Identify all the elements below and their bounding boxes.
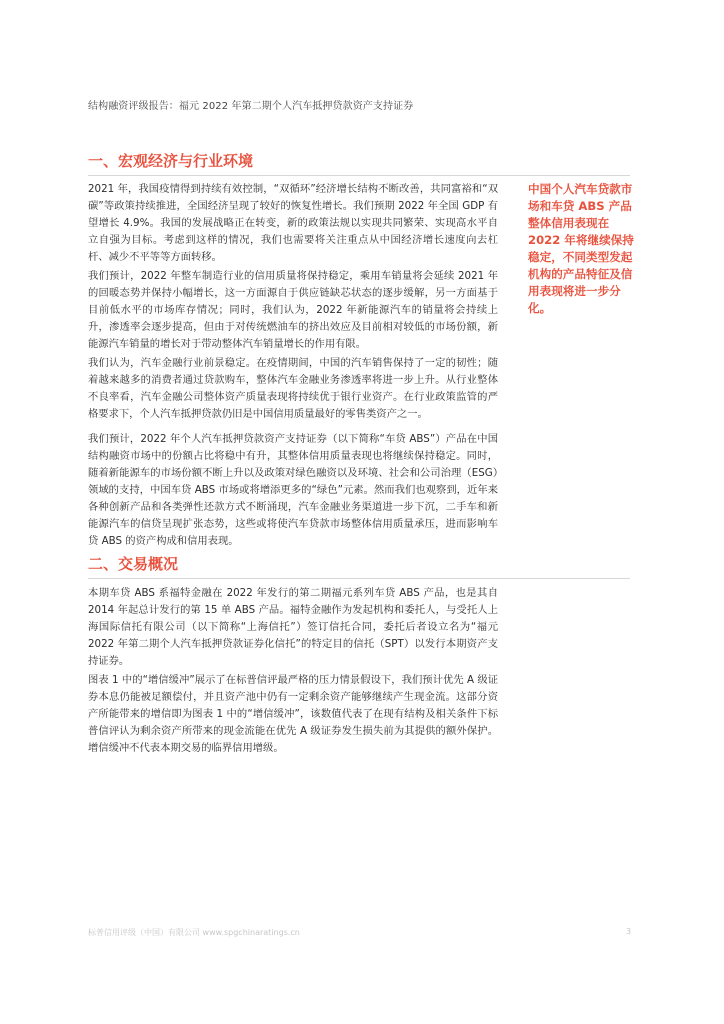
section-divider: [88, 175, 630, 176]
section-title-transaction: 二、交易概况: [88, 555, 179, 573]
paragraph-transaction-overview: 本期车贷 ABS 系福特金融在 2022 年发行的第二期福元系列车贷 ABS 产品，也是其自 2014 年起总计发行的第 15 单 ABS 产品。福特金融作为发起机构和委托人，与受托人上海国际信托有限公司（以下简称“上海信托”）签订信托合同，委托后者设立名为“福元 2022 年第二期个人汽车抵押贷款证券化信托”的特定目的信托（SPT）以发行本期资产支持证券。: [88, 587, 498, 667]
paragraph-auto-abs-outlook: 我们预计，2022 年个人汽车抵押贷款资产支持证券（以下简称“车贷 ABS”）产品在中国结构融资市场中的份额占比将稳中有升，其整体信用质量表现也将继续保持稳定。同时，随着新能源车的市场份额不断上升以及政策对绿色融资以及环境、社会和公司治理（ESG）领域的支持，中国车贷 ABS 市场或将增添更多的“绿色”元素。然而我们也观察到，近年来各种创新产品和各类弹性还款方式不断涌现，汽车金融业务渠道进一步下沉，二手车和新能源汽车的信贷呈现扩张态势，这些或将使汽车贷款市场整体信用质量承压，进而影响车贷 ABS 的资产构成和信用表现。: [88, 433, 498, 547]
page-number: 3: [626, 927, 632, 936]
sidebar-key-point: 中国个人汽车贷款市场和车贷 ABS 产品整体信用表现在 2022 年将继续保持稳定，不同类型发起机构的产品特征及信用表现将进一步分化。: [528, 182, 634, 315]
section-title-macro: 一、宏观经济与行业环境: [88, 152, 254, 170]
section-divider: [88, 578, 630, 579]
paragraph-macro-economy: 2021 年，我国疫情得到持续有效控制，“双循环”经济增长结构不断改善，共同富裕和“双碳”等政策持续推进，全国经济呈现了较好的恢复性增长。我们预期 2022 年全国 GDP 有望增长 4.9%。我国的发展战略正在转变，新的政策法规以实现共同繁荣、实现高水平自立自强为目标。考虑到这样的情况，我们也需要将关注重点从中国经济增长速度向去杠杆、减少不平等等方面转移。: [88, 183, 498, 263]
paragraph-credit-buffer: 图表 1 中的“增信缓冲”展示了在标普信评最严格的压力情景假设下，我们预计优先 A 级证券本息仍能被足额偿付，并且资产池中仍有一定剩余资产能够继续产生现金流。这部分资产所能带来的增信即为图表 1 中的“增信缓冲”，该数值代表了在现有结构及相关条件下标普信评认为剩余资产所带来的现金流能在优先 A 级证券发生损失前为其提供的额外保护。增信缓冲不代表本期交易的临界信用增级。: [88, 674, 498, 754]
paragraph-vehicle-industry: 我们预计，2022 年整车制造行业的信用质量将保持稳定，乘用车销量将会延续 2021 年的回暖态势并保持小幅增长，这一方面源自于供应链缺芯状态的逐步缓解，另一方面基于目前低水平的市场库存情况；同时，我们认为，2022 年新能源汽车的销量将会持续上升，渗透率会逐步提高，但由于对传统燃油车的挤出效应及目前相对较低的市场份额，新能源汽车销量的增长对于带动整体汽车销量增长的作用有限。: [88, 270, 498, 350]
page-header: 结构融资评级报告：福元 2022 年第二期个人汽车抵押贷款资产支持证券: [88, 101, 414, 112]
paragraph-auto-finance: 我们认为，汽车金融行业前景稳定。在疫情期间，中国的汽车销售保持了一定的韧性；随着越来越多的消费者通过贷款购车，整体汽车金融业务渗透率将进一步上升。从行业整体不良率看，汽车金融公司整体资产质量表现将持续优于银行业资产。在行业政策监管的严格要求下，个人汽车抵押贷款仍旧是中国信用质量最好的零售类资产之一。: [88, 357, 498, 420]
page-footer: 标普信用评级（中国）有限公司 www.spgchinaratings.cn: [88, 928, 300, 937]
